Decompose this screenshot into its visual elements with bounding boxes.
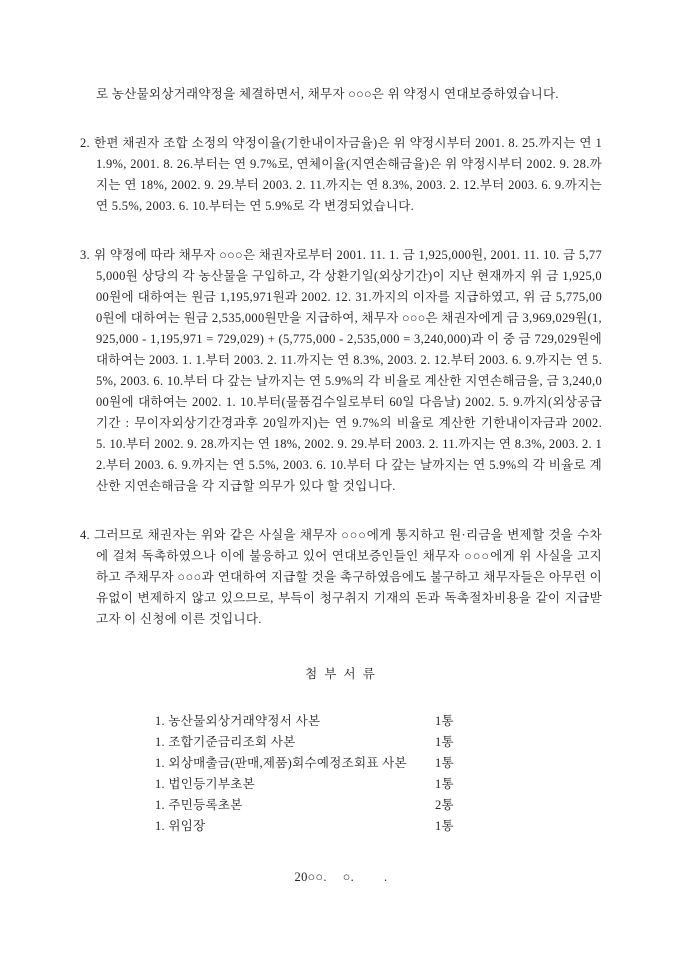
paragraph-continuation: 로 농산물외상거래약정을 체결하면서, 채무자 ○○○은 위 약정시 연대보증하였습니다.: [96, 87, 559, 101]
attachment-label: 1. 농산물외상거래약정서 사본: [155, 714, 321, 728]
paragraph-3-text: 위 약정에 따라 채무자 ○○○은 채권자로부터 2001. 11. 1. 금 1,925,000원, 2001. 11. 10. 금 5,775,000원 상당의 각 농산물을 구입하고, 각 상환기일(외상기간)이 지난 현재까지 위 금 1,925,000원에 대하여는 원금 1,195,971원과 2002. 12. 31.까지의 이자를 지급하였고, 위 금 5,775,000원에 대하여는 원금 2,535,000원만을 지급하여, 채무자 ○○○은 채권자에게 금 3,969,029원(1,925,000 - 1,195,971 = 729,029) + (5,775,000 - 2,535,000 = 3,240,000)과 이 중 금 729,029원에 대하여는 2003. 1. 1.부터 2003. 2. 11.까지는 연 8.3%, 2003. 2. 12.부터 2003. 6. 9.까지는 연 5.5%, 2003. 6. 10.부터 다 갚는 날까지는 연 5.9%의 각 비율로 계산한 지연손해금을, 금 3,240,000원에 대하여는 2002. 1. 10.부터(물품검수일로부터 60일 다음날) 2002. 5. 9.까지(외상공급기간 : 무이자외상기간경과후 20일까지)는 연 9.7%의 비율로 계산한 기한내이자금과 2002. 5. 10.부터 2002. 9. 28.까지는 연 18%, 2002. 9. 29.부터 2003. 2. 11.까지는 연 8.3%, 2003. 2. 12.부터 2003. 6. 9.까지는 연 5.5%, 2003. 6. 10.부터 다 갚는 날까지는 연 5.9%의 각 비율로 계산한 지연손해금을 각 지급할 의무가 있다 할 것입니다.: [93, 248, 602, 493]
attachment-label: 1. 조합기준금리조회 사본: [155, 735, 296, 749]
date-day: .: [384, 870, 388, 884]
paragraph-4-text: 그러므로 채권자는 위와 같은 사실을 채무자 ○○○에게 통지하고 원·리금을 변제할 것을 수차에 걸쳐 독촉하였으나 이에 불응하고 있어 연대보증인들인 채무자 ○○○에게 위 사실을 고지하고 주채무자 ○○○과 연대하여 지급할 것을 촉구하였음에도 불구하고 채무자들은 아무런 이유없이 변제하지 않고 있으므로, 부득이 청구취지 기재의 돈과 독촉절차비용을 같이 지급받고자 이 신청에 이른 것입니다.: [93, 528, 602, 626]
attachment-count: 1통: [435, 756, 454, 770]
attachment-row: [155, 795, 602, 816]
attachment-row: [155, 732, 602, 753]
attachment-count: 2통: [435, 798, 454, 812]
attachment-label: 1. 법인등기부초본: [155, 777, 256, 791]
attachments-list: [80, 711, 602, 837]
attachment-label: 1. 주민등록초본: [155, 798, 243, 812]
attachments-heading: 첨 부 서 류: [305, 667, 377, 681]
attachment-row: [155, 816, 602, 837]
attachment-count: 1통: [435, 819, 454, 833]
attachment-label: 1. 위임장: [155, 819, 206, 833]
attachment-row: [155, 711, 602, 732]
paragraph-2: [80, 133, 602, 217]
paragraph-3-number: 3.: [80, 248, 90, 262]
paragraph-4: [80, 525, 602, 630]
attachment-count: 1통: [435, 777, 454, 791]
paragraph-2-number: 2.: [80, 136, 90, 150]
attachment-count: 1통: [435, 714, 454, 728]
attachments-section: [80, 664, 602, 837]
paragraph-4-number: 4.: [80, 528, 90, 542]
date-year: 20○○.: [294, 870, 327, 884]
attachment-label: 1. 외상매출금(판매,제품)회수예정조회표 사본: [155, 756, 407, 770]
paragraph-2-text: 한편 채권자 조합 소정의 약정이율(기한내이자금율)은 위 약정시부터 2001. 8. 25.까지는 연 11.9%, 2001. 8. 26.부터는 연 9.7%로, 연체이율(지연손해금율)은 위 약정시부터 2002. 9. 28.까지는 연 18%, 2002. 9. 29.부터 2003. 2. 11.까지는 연 8.3%, 2003. 2. 12.부터 2003. 6. 9.까지는 연 5.5%, 2003. 6. 10.부터는 연 5.9%로 각 변경되었습니다.: [93, 136, 602, 213]
paragraph-3: [80, 245, 602, 497]
attachment-count: 1통: [435, 735, 454, 749]
attachment-row: [155, 753, 602, 774]
date-line: [80, 867, 602, 888]
attachment-row: [155, 774, 602, 795]
date-month: ○.: [342, 870, 355, 884]
